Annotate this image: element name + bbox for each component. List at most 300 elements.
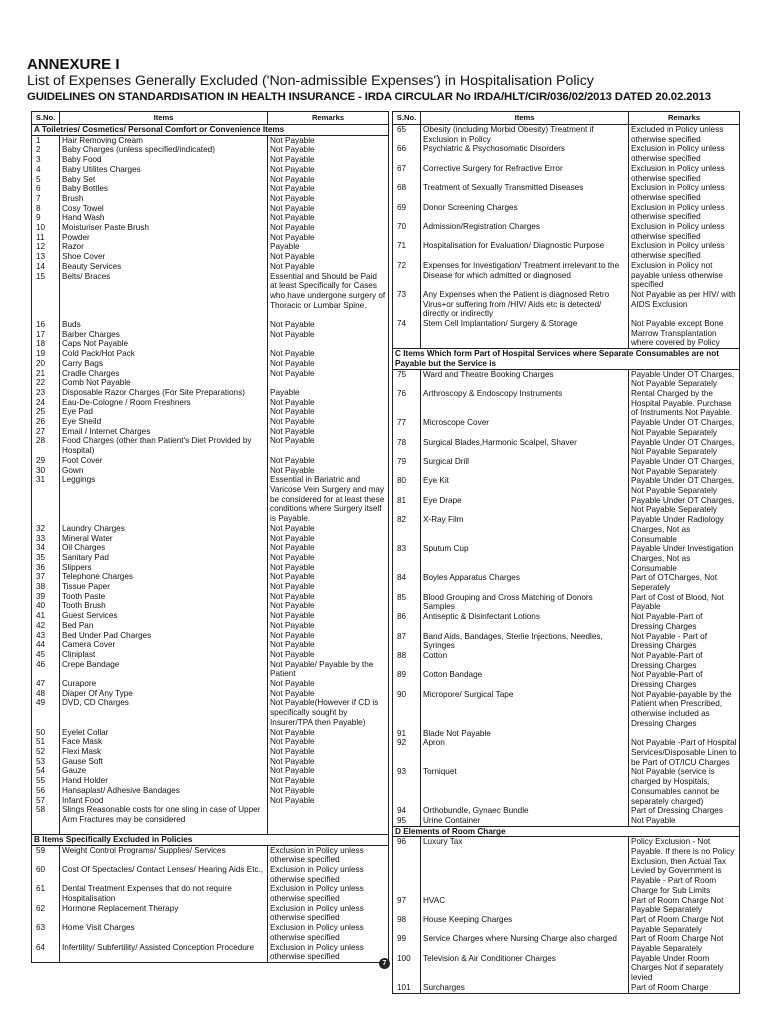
remark-cell: Not Payable [268, 524, 389, 534]
sno-cell: 95 [393, 816, 421, 826]
remark-cell: Not Payable [268, 553, 389, 563]
item-cell: Gown [60, 466, 268, 476]
table-row [32, 845, 389, 865]
sno-cell: 94 [393, 806, 421, 816]
sno-cell: 97 [393, 896, 421, 915]
remark-cell: Not Payable [268, 398, 389, 408]
remark-cell: Not Payable - Part of Dressing Charges [629, 632, 740, 651]
table-row [32, 766, 389, 776]
remark-cell: Part of Room Charge Not Payable Separately [629, 896, 740, 915]
sno-cell: 78 [393, 438, 421, 457]
remark-cell: Not Payable/ Payable by the Patient [268, 660, 389, 679]
section-title: D Elements of Room Charge [393, 826, 740, 837]
table-row [393, 544, 740, 573]
table-row [32, 475, 389, 524]
table-row [32, 378, 389, 388]
table-row [32, 330, 389, 340]
sno-cell: 29 [32, 456, 60, 466]
sno-cell: 14 [32, 262, 60, 272]
table-row [32, 407, 389, 417]
table-row [32, 194, 389, 204]
table-row [32, 252, 389, 262]
sno-cell: 46 [32, 660, 60, 679]
table-row [393, 983, 740, 993]
item-cell: Carry Bags [60, 359, 268, 369]
sno-cell: 3 [32, 155, 60, 165]
sno-cell: 57 [32, 796, 60, 806]
table-row [393, 896, 740, 915]
item-cell: Corrective Surgery for Refractive Error [421, 164, 629, 183]
item-cell: Hair Removing Cream [60, 135, 268, 145]
remark-cell: Not Payable [268, 145, 389, 155]
remark-cell: Not Payable [268, 766, 389, 776]
item-cell: Caps Not Payable [60, 339, 268, 349]
item-cell: Belts/ Braces [60, 272, 268, 321]
sno-cell: 99 [393, 934, 421, 953]
sno-cell: 43 [32, 631, 60, 641]
sno-cell: 34 [32, 543, 60, 553]
item-cell: Comb Not Payable [60, 378, 268, 388]
sno-cell: 56 [32, 786, 60, 796]
sno-cell: 59 [32, 845, 60, 865]
sno-cell: 63 [32, 923, 60, 942]
table-row [393, 816, 740, 826]
table-row [393, 738, 740, 767]
remark-cell: Not Payable [268, 349, 389, 359]
guidelines-heading: GUIDELINES ON STANDARDISATION IN HEALTH INSURANCE - IRDA CIRCULAR No IRDA/HLT/CIR/036/02/2013 DATED 20.02.2013 [27, 91, 711, 103]
item-cell: Sputum Cup [421, 544, 629, 573]
sno-cell: 101 [393, 983, 421, 993]
item-cell: Eyelet Collar [60, 728, 268, 738]
sno-cell: 74 [393, 319, 421, 349]
table-row [32, 369, 389, 379]
item-cell: Band Aids, Bandages, Sterlie Injections, Needles, Syringes [421, 632, 629, 651]
sno-cell: 80 [393, 476, 421, 495]
expenses-table-right [392, 111, 740, 994]
remark-cell: Exclusion in Policy not payable unless otherwise specified [629, 261, 740, 290]
sno-cell: 7 [32, 194, 60, 204]
column-header-items: Items [60, 112, 268, 125]
item-cell: Hand Holder [60, 776, 268, 786]
table-row [393, 241, 740, 260]
remark-cell [268, 339, 389, 349]
item-cell: Expenses for Investigation/ Treatment irrelevant to the Disease for which admitted or diagnosed [421, 261, 629, 290]
remark-cell: Essential in Bariatric and Varicose Vein Surgery and may be considered for at least these conditions where Surgery itself is Payable. [268, 475, 389, 524]
sno-cell: 2 [32, 145, 60, 155]
sno-cell: 58 [32, 805, 60, 834]
sno-cell: 32 [32, 524, 60, 534]
remark-cell: Not Payable [268, 650, 389, 660]
item-cell: Surgical Blades,Harmonic Scalpel, Shaver [421, 438, 629, 457]
table-row [32, 660, 389, 679]
sno-cell: 50 [32, 728, 60, 738]
table-row [32, 640, 389, 650]
section-title: A Toiletries/ Cosmetics/ Personal Comfort or Convenience Items [32, 125, 389, 136]
item-cell: Micropore/ Surgical Tape [421, 690, 629, 729]
sno-cell: 27 [32, 427, 60, 437]
table-row [393, 934, 740, 953]
sno-cell: 84 [393, 573, 421, 592]
annexure-title: ANNEXURE I [27, 56, 120, 73]
sno-cell: 92 [393, 738, 421, 767]
sno-cell: 65 [393, 125, 421, 145]
table-row [32, 884, 389, 903]
section-header [32, 125, 389, 136]
remark-cell: Not Payable [268, 466, 389, 476]
sno-cell: 83 [393, 544, 421, 573]
table-row [393, 593, 740, 612]
sno-cell: 30 [32, 466, 60, 476]
remark-cell: Not Payable [268, 456, 389, 466]
table-row [32, 204, 389, 214]
sno-cell: 93 [393, 767, 421, 806]
table-row [393, 806, 740, 816]
remark-cell: Not Payable [268, 737, 389, 747]
sno-cell: 11 [32, 233, 60, 243]
remark-cell: Policy Exclusion - Not Payable. If there is no Policy Exclusion, then Actual Tax Levied by Government is Payable - Part of Room Charge for Sub Limits [629, 837, 740, 896]
sno-cell: 49 [32, 698, 60, 727]
sno-cell: 88 [393, 651, 421, 670]
remark-cell: Not Payable [268, 786, 389, 796]
table-row [393, 418, 740, 437]
sno-cell: 91 [393, 729, 421, 739]
table-row [32, 145, 389, 155]
sno-cell: 18 [32, 339, 60, 349]
sno-cell: 61 [32, 884, 60, 903]
table-row [393, 612, 740, 631]
remark-cell: Not Payable [268, 689, 389, 699]
table-row [32, 786, 389, 796]
remark-cell: Not Payable [268, 204, 389, 214]
remark-cell: Essential and Should be Paid at least Specifically for Cases who have undergone surgery of Thoracic or Lumbar Spine. [268, 272, 389, 321]
item-cell: Hand Wash [60, 213, 268, 223]
table-row [393, 125, 740, 145]
table-row [393, 222, 740, 241]
sno-cell: 31 [32, 475, 60, 524]
remark-cell: Not Payable -Part of Hospital Services/Disposable Linen to be Part of OT/ICU Charges [629, 738, 740, 767]
item-cell: Ward and Theatre Booking Charges [421, 369, 629, 389]
sno-cell: 62 [32, 904, 60, 923]
remark-cell: Not Payable [268, 543, 389, 553]
remark-cell: Not Payable [268, 592, 389, 602]
remark-cell [629, 729, 740, 739]
remark-cell: Not Payable [268, 155, 389, 165]
table-row [32, 796, 389, 806]
sno-cell: 87 [393, 632, 421, 651]
sno-cell: 42 [32, 621, 60, 631]
remark-cell: Not Payable [268, 213, 389, 223]
table-row [393, 954, 740, 983]
remark-cell: Not Payable-payable by the Patient when Prescribed, otherwise included as Dressing Charges [629, 690, 740, 729]
sno-cell: 40 [32, 601, 60, 611]
item-cell: Sanitary Pad [60, 553, 268, 563]
remark-cell: Not Payable [268, 233, 389, 243]
remark-cell: Not Payable [268, 572, 389, 582]
sno-cell: 12 [32, 242, 60, 252]
item-cell: Cotton [421, 651, 629, 670]
remark-cell: Payable Under OT Charges, Not Payable Separately [629, 496, 740, 515]
table-row [32, 698, 389, 727]
remark-cell: Part of Dressing Charges [629, 806, 740, 816]
table-row [32, 601, 389, 611]
table-row [393, 670, 740, 689]
item-cell: HVAC [421, 896, 629, 915]
remark-cell: Not Payable [268, 223, 389, 233]
sno-cell: 24 [32, 398, 60, 408]
table-row [32, 543, 389, 553]
sno-cell: 25 [32, 407, 60, 417]
table-row [393, 369, 740, 389]
sno-cell: 33 [32, 534, 60, 544]
table-row [32, 388, 389, 398]
item-cell: Eye Drape [421, 496, 629, 515]
table-row [393, 632, 740, 651]
item-cell: Weight Control Programs/ Supplies/ Services [60, 845, 268, 865]
column-header-sno: S.No. [393, 112, 421, 125]
item-cell: DVD, CD Charges [60, 698, 268, 727]
remark-cell: Payable Under OT Charges, Not Payable Separately [629, 438, 740, 457]
sno-cell: 89 [393, 670, 421, 689]
remark-cell: Not Payable [268, 611, 389, 621]
column-header-remarks: Remarks [268, 112, 389, 125]
item-cell: Face Mask [60, 737, 268, 747]
table-row [32, 943, 389, 963]
sno-cell: 70 [393, 222, 421, 241]
table-row [393, 290, 740, 319]
item-cell: Orthobundle, Gynaec Bundle [421, 806, 629, 816]
table-row [32, 184, 389, 194]
table-row [32, 737, 389, 747]
item-cell: Slings Reasonable costs for one sling in case of Upper Arm Fractures may be considered [60, 805, 268, 834]
remark-cell: Exclusion in Policy unless otherwise specified [629, 241, 740, 260]
sno-cell: 13 [32, 252, 60, 262]
item-cell: Barber Charges [60, 330, 268, 340]
remark-cell: Not Payable [268, 776, 389, 786]
document-header [27, 56, 747, 104]
item-cell: Brush [60, 194, 268, 204]
remark-cell: Excluded in Policy unless otherwise specified [629, 125, 740, 145]
remark-cell: Not Payable [268, 621, 389, 631]
item-cell: Tooth Paste [60, 592, 268, 602]
item-cell: Microscope Cover [421, 418, 629, 437]
table-row [32, 776, 389, 786]
item-cell: Cliniplast [60, 650, 268, 660]
item-cell: Dental Treatment Expenses that do not require Hospitalisation [60, 884, 268, 903]
item-cell: Infant Food [60, 796, 268, 806]
sno-cell: 10 [32, 223, 60, 233]
table-row [393, 183, 740, 202]
item-cell: Curapore [60, 679, 268, 689]
item-cell: Stem Cell Implantation/ Surgery & Storage [421, 319, 629, 349]
item-cell: Tooth Brush [60, 601, 268, 611]
sno-cell: 82 [393, 515, 421, 544]
sno-cell: 17 [32, 330, 60, 340]
sno-cell: 96 [393, 837, 421, 896]
remark-cell: Part of OTCharges, Not Seperately [629, 573, 740, 592]
table-row [32, 233, 389, 243]
remark-cell: Not Payable [268, 359, 389, 369]
table-row [32, 155, 389, 165]
sno-cell: 41 [32, 611, 60, 621]
remark-cell: Part of Room Charge Not Payable Separately [629, 915, 740, 934]
sno-cell: 20 [32, 359, 60, 369]
table-row [32, 436, 389, 455]
sno-cell: 45 [32, 650, 60, 660]
sno-cell: 85 [393, 593, 421, 612]
item-cell: Television & Air Conditioner Charges [421, 954, 629, 983]
item-cell: Leggings [60, 475, 268, 524]
table-row [32, 679, 389, 689]
remark-cell: Exclusion in Policy unless otherwise specified [268, 845, 389, 865]
remark-cell: Exclusion in Policy unless otherwise specified [268, 884, 389, 903]
table-row [32, 320, 389, 330]
table-row [32, 757, 389, 767]
item-cell: Psychiatric & Psychosomatic Disorders [421, 144, 629, 163]
item-cell: Eau-De-Cologne / Room Freshners [60, 398, 268, 408]
table-row [393, 573, 740, 592]
table-row [32, 563, 389, 573]
table-row [32, 805, 389, 834]
item-cell: Shoe Cover [60, 252, 268, 262]
remark-cell: Not Payable [268, 262, 389, 272]
table-row [32, 524, 389, 534]
remark-cell: Exclusion in Policy unless otherwise specified [629, 164, 740, 183]
expenses-table-left [31, 111, 389, 963]
remark-cell: Exclusion in Policy unless otherwise specified [629, 203, 740, 222]
remark-cell: Not Payable [268, 796, 389, 806]
table-row [32, 553, 389, 563]
sno-cell: 67 [393, 164, 421, 183]
sno-cell: 6 [32, 184, 60, 194]
table-row [32, 572, 389, 582]
remark-cell: Payable Under OT Charges, Not Payable Separately [629, 418, 740, 437]
table-row [32, 611, 389, 621]
table-row [393, 729, 740, 739]
item-cell: Razor [60, 242, 268, 252]
sno-cell: 53 [32, 757, 60, 767]
table-row [32, 904, 389, 923]
remark-cell: Not Payable [268, 679, 389, 689]
page-number-badge: 7 [379, 958, 390, 969]
item-cell: Arthroscopy & Endoscopy Instruments [421, 389, 629, 418]
table-row [393, 515, 740, 544]
item-cell: Eye Sheild [60, 417, 268, 427]
sno-cell: 76 [393, 389, 421, 418]
table-row [393, 837, 740, 896]
item-cell: Cosy Towel [60, 204, 268, 214]
sno-cell: 98 [393, 915, 421, 934]
sno-cell: 77 [393, 418, 421, 437]
table-row [393, 915, 740, 934]
item-cell: Camera Cover [60, 640, 268, 650]
table-row [393, 261, 740, 290]
section-title: B Items Specifically Excluded in Policies [32, 834, 389, 845]
remark-cell: Not Payable [268, 252, 389, 262]
sno-cell: 55 [32, 776, 60, 786]
item-cell: Luxury Tax [421, 837, 629, 896]
item-cell: Cold Pack/Hot Pack [60, 349, 268, 359]
item-cell: Any Expenses when the Patient is diagnosed Retro Virus+or suffering from /HIV/ Aids etc is detected/ directly or indirectly [421, 290, 629, 319]
remark-cell: Not Payable-Part of Dressing Charges [629, 670, 740, 689]
remark-cell: Not Payable [268, 417, 389, 427]
table-row [32, 272, 389, 321]
table-row [393, 457, 740, 476]
sno-cell: 5 [32, 175, 60, 185]
sno-cell: 22 [32, 378, 60, 388]
table-row [393, 438, 740, 457]
remark-cell: Payable Under Investigation Charges, Not as Consumable [629, 544, 740, 573]
sno-cell: 73 [393, 290, 421, 319]
table-row [32, 398, 389, 408]
item-cell: Email / Internet Charges [60, 427, 268, 437]
remark-cell: Part of Cost of Blood, Not Payable [629, 593, 740, 612]
item-cell: Telephone Charges [60, 572, 268, 582]
item-cell: Beauty Services [60, 262, 268, 272]
sno-cell: 48 [32, 689, 60, 699]
column-header-remarks: Remarks [629, 112, 740, 125]
item-cell: Eye Kit [421, 476, 629, 495]
item-cell: Mineral Water [60, 534, 268, 544]
item-cell: Home Visit Charges [60, 923, 268, 942]
section-header [393, 826, 740, 837]
remark-cell: Payable [268, 388, 389, 398]
table-row [393, 690, 740, 729]
sno-cell: 15 [32, 272, 60, 321]
table-row [32, 456, 389, 466]
remark-cell: Not Payable [268, 582, 389, 592]
remark-cell: Not Payable [268, 194, 389, 204]
table-row [32, 359, 389, 369]
table-row [32, 631, 389, 641]
item-cell: Cradle Charges [60, 369, 268, 379]
sno-cell: 69 [393, 203, 421, 222]
item-cell: Guest Services [60, 611, 268, 621]
sno-cell: 35 [32, 553, 60, 563]
sno-cell: 75 [393, 369, 421, 389]
sno-cell: 8 [32, 204, 60, 214]
remark-cell: Not Payable as per HIV/ with AIDS Exclusion [629, 290, 740, 319]
remark-cell: Not Payable [268, 563, 389, 573]
table-row [393, 389, 740, 418]
remark-cell: Exclusion in Policy unless otherwise specified [629, 222, 740, 241]
sno-cell: 68 [393, 183, 421, 202]
item-cell: Bed Under Pad Charges [60, 631, 268, 641]
sno-cell: 52 [32, 747, 60, 757]
sno-cell: 19 [32, 349, 60, 359]
remark-cell: Payable Under OT Charges, Not Payable Separately [629, 457, 740, 476]
column-header-items: Items [421, 112, 629, 125]
document-subtitle: List of Expenses Generally Excluded ('Non-admissible Expenses') in Hospitalisation Policy [27, 73, 594, 89]
item-cell: Slippers [60, 563, 268, 573]
item-cell: Hormone Replacement Therapy [60, 904, 268, 923]
sno-cell: 28 [32, 436, 60, 455]
sno-cell: 38 [32, 582, 60, 592]
sno-cell: 79 [393, 457, 421, 476]
remark-cell: Not Payable [629, 816, 740, 826]
section-header [32, 834, 389, 845]
sno-cell: 47 [32, 679, 60, 689]
item-cell: Apron [421, 738, 629, 767]
sno-cell: 54 [32, 766, 60, 776]
sno-cell: 64 [32, 943, 60, 963]
item-cell: Crepe Bandage [60, 660, 268, 679]
sno-cell: 4 [32, 165, 60, 175]
table-row [32, 621, 389, 631]
item-cell: Eye Pad [60, 407, 268, 417]
sno-cell: 60 [32, 865, 60, 884]
item-cell: Antiseptic & Disinfectant Lotions [421, 612, 629, 631]
section-header [393, 349, 740, 369]
